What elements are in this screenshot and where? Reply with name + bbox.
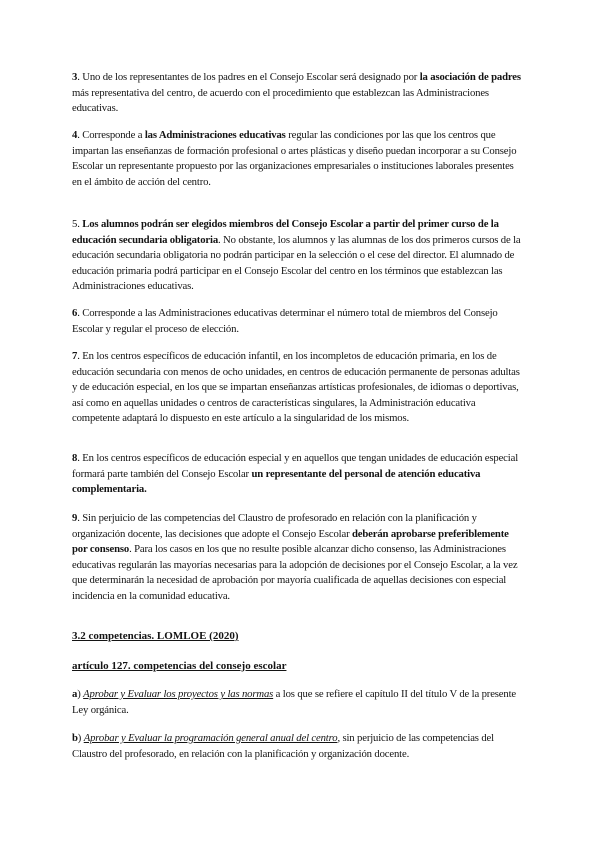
item-title: Aprobar y Evaluar la programación general anual del centro xyxy=(83,732,338,744)
bold-phrase: las Administraciones educativas xyxy=(144,129,286,141)
paragraph-4 xyxy=(72,128,524,190)
paragraph-number: 3 xyxy=(72,71,78,83)
paragraph-number: 7 xyxy=(72,350,78,362)
paragraph-5 xyxy=(72,217,524,295)
section-heading: 3.2 competencias. LOMLOE (2020) xyxy=(72,630,239,642)
item-b xyxy=(72,731,524,762)
bold-phrase: Los alumnos podrán ser elegidos miembros del Consejo Escolar a partir del primer curso de la educación secundaria obligatoria xyxy=(72,218,499,246)
paragraph-text: . Uno de los representantes de los padres en el Consejo Escolar será designado por xyxy=(77,71,420,83)
paragraph-number: 5. xyxy=(72,218,83,230)
paragraph-text: . En los centros específicos de educación especial y en aquellos que tengan unidades de educación especial formará parte también del Consejo Escolar xyxy=(72,452,519,480)
item-letter: b xyxy=(72,732,78,744)
bold-phrase: deberán aprobarse preferiblemente por consenso xyxy=(72,527,509,555)
paragraph-number: 6 xyxy=(72,307,78,319)
item-paren: ) xyxy=(77,732,84,744)
article-heading: artículo 127. competencias del consejo escolar xyxy=(72,660,287,672)
item-a xyxy=(72,687,524,718)
paragraph-text: . Para los casos en los que no resulte posible alcanzar dicho consenso, las Administraciones educativas regularán las mayorías necesarias para la adopción de decisiones por el Consejo Escolar, a la vez que determinarán la necesidad de aprobación por mayoría cualificada de aquellas decisiones con especial incidencia en la comunidad educativa. xyxy=(72,543,518,602)
item-title: Aprobar y Evaluar los proyectos y las normas xyxy=(83,688,274,700)
bold-phrase: un representante del personal de atención educativa complementaria. xyxy=(72,467,481,495)
paragraph-text: . En los centros específicos de educación infantil, en los incompletos de educación primaria, en los de educación secundaria con menos de ocho unidades, en centros de educación permanente de personas adultas y de educación especial, en los que se impartan enseñanzas artísticas profesionales, de idiomas o deportivas, así como en aquellas unidades o centros de características singulares, la Administración educativa competente adaptará lo dispuesto en este artículo a la singularidad de los mismos. xyxy=(72,350,520,424)
bold-phrase: la asociación de padres xyxy=(419,71,521,83)
item-paren: ) xyxy=(77,688,84,700)
item-text: , sin perjuicio de las competencias del Claustro del profesorado, en relación con la planificación y organización docente. xyxy=(72,732,494,760)
paragraph-text: . Sin perjuicio de las competencias del Claustro de profesorado en relación con la planificación y organización docente, las decisiones que adopte el Consejo Escolar xyxy=(72,512,477,540)
paragraph-text: regular las condiciones por las que los centros que impartan las enseñanzas de formación profesional o artes plásticas y diseño puedan incorporar a su Consejo Escolar un representante propuesto por las organizaciones empresariales o instituciones laborales presentes en el ámbito de acción del centro. xyxy=(72,129,517,188)
item-letter: a xyxy=(72,688,78,700)
paragraph-text: . Corresponde a las Administraciones educativas determinar el número total de miembros del Consejo Escolar y regular el proceso de elección. xyxy=(72,307,498,335)
paragraph-9 xyxy=(72,511,524,604)
paragraph-7 xyxy=(72,349,524,427)
paragraph-text: más representativa del centro, de acuerdo con el procedimiento que establezcan las Administraciones educativas. xyxy=(72,86,489,114)
item-text: a los que se refiere el capítulo II del título V de la presente Ley orgánica. xyxy=(72,688,517,716)
paragraph-number: 4 xyxy=(72,129,78,141)
paragraph-number: 9 xyxy=(72,512,78,524)
paragraph-number: 8 xyxy=(72,452,78,464)
paragraph-3 xyxy=(72,70,524,117)
paragraph-6 xyxy=(72,306,524,337)
paragraph-8 xyxy=(72,451,524,498)
paragraph-text: . No obstante, los alumnos y las alumnas de los dos primeros cursos de la educación secundaria obligatoria no podrán participar en la selección o el cese del director. El alumnado de educación primaria podrá participar en el Consejo Escolar del centro en los términos que establezcan las Administraciones educativas. xyxy=(72,233,521,292)
paragraph-text: . Corresponde a xyxy=(77,129,145,141)
